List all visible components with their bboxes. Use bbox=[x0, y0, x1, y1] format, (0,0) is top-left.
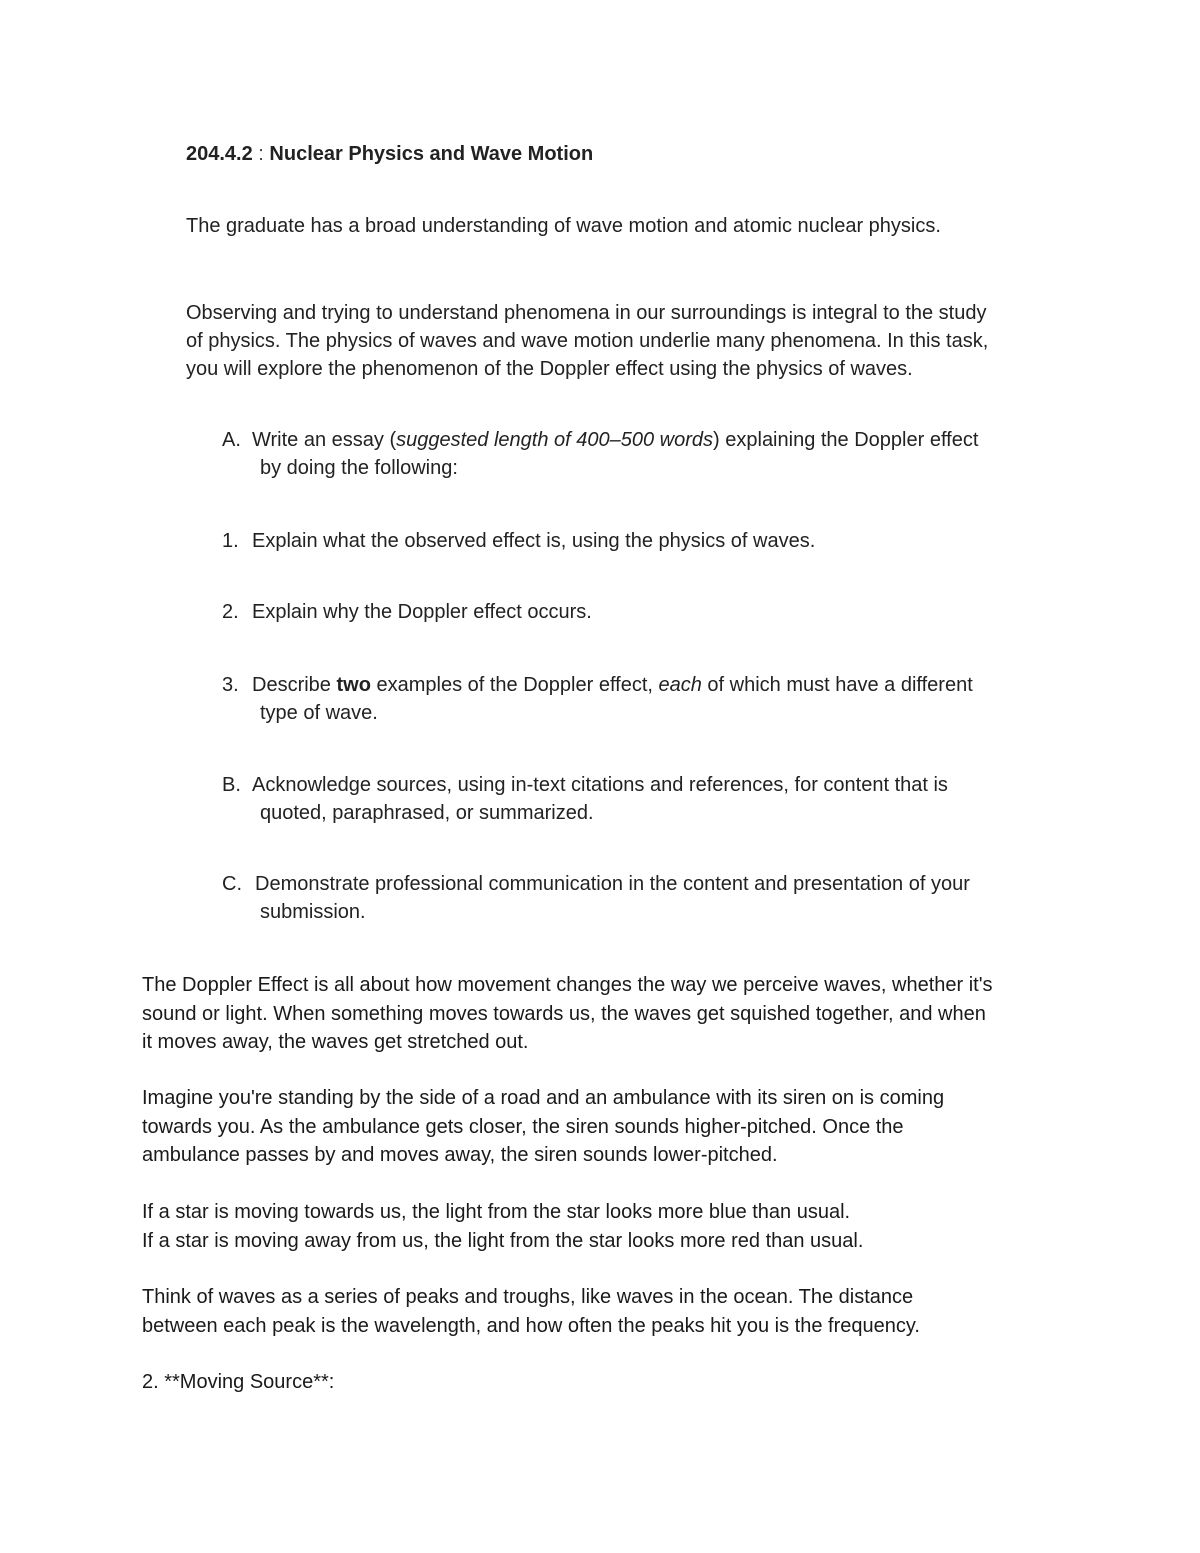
essay-line: 2. **Moving Source**: bbox=[142, 1371, 335, 1393]
requirement-body bbox=[252, 527, 815, 555]
essay-line: Imagine you're standing by the side of a road and an ambulance with its siren on is coming bbox=[142, 1087, 945, 1109]
requirement-line: Write an essay (suggested length of 400–500 words) explaining the Doppler effect bbox=[252, 429, 979, 451]
essay-paragraph-3 bbox=[142, 1198, 863, 1255]
requirement-body bbox=[255, 870, 970, 926]
task-title: Nuclear Physics and Wave Motion bbox=[269, 143, 594, 165]
essay-line: sound or light. When something moves towards us, the waves get squished together, and when bbox=[142, 1002, 986, 1025]
intro-line: Observing and trying to understand phenomena in our surroundings is integral to the study bbox=[186, 302, 987, 324]
competency-statement: The graduate has a broad understanding of wave motion and atomic nuclear physics. bbox=[186, 215, 941, 237]
requirement-line: Explain why the Doppler effect occurs. bbox=[252, 601, 592, 623]
requirement-line: by doing the following: bbox=[260, 457, 458, 479]
requirement-line: Explain what the observed effect is, using the physics of waves. bbox=[252, 530, 816, 552]
task-heading bbox=[186, 140, 593, 168]
requirement-body bbox=[252, 598, 592, 626]
intro-line: you will explore the phenomenon of the Doppler effect using the physics of waves. bbox=[186, 358, 913, 380]
essay-line: If a star is moving towards us, the light from the star looks more blue than usual. bbox=[142, 1201, 851, 1223]
requirement-marker: 3. bbox=[222, 674, 239, 696]
essay-line: towards you. As the ambulance gets closer, the siren sounds higher-pitched. Once the bbox=[142, 1115, 904, 1138]
requirement-line: quoted, paraphrased, or summarized. bbox=[260, 802, 594, 824]
essay-line: The Doppler Effect is all about how movement changes the way we perceive waves, whether it's bbox=[142, 974, 993, 996]
essay-paragraph-5 bbox=[142, 1368, 334, 1397]
emphasis-two: two bbox=[336, 674, 371, 696]
essay-line: between each peak is the wavelength, and how often the peaks hit you is the frequency. bbox=[142, 1314, 920, 1337]
heading-separator: : bbox=[258, 143, 264, 165]
requirement-marker: 2. bbox=[222, 601, 239, 623]
emphasis-each: each bbox=[658, 674, 702, 696]
essay-line: it moves away, the waves get stretched out. bbox=[142, 1031, 529, 1053]
requirement-body bbox=[252, 771, 948, 827]
essay-paragraph-4 bbox=[142, 1283, 920, 1340]
requirement-line: Acknowledge sources, using in-text citations and references, for content that is bbox=[252, 774, 948, 796]
essay-line: If a star is moving away from us, the light from the star looks more red than usual. bbox=[142, 1229, 864, 1252]
essay-paragraph-1 bbox=[142, 971, 993, 1057]
requirement-line: submission. bbox=[260, 901, 366, 923]
suggested-length-text: suggested length of 400–500 words bbox=[396, 429, 714, 451]
requirement-line: Describe two examples of the Doppler effect, each of which must have a different bbox=[252, 674, 973, 696]
requirement-line: type of wave. bbox=[260, 702, 378, 724]
requirement-line: Demonstrate professional communication in the content and presentation of your bbox=[255, 873, 970, 895]
intro-paragraph bbox=[186, 299, 988, 383]
requirement-marker: A. bbox=[222, 429, 241, 451]
intro-line: of physics. The physics of waves and wave motion underlie many phenomena. In this task, bbox=[186, 330, 989, 352]
requirement-marker: 1. bbox=[222, 530, 239, 552]
essay-line: ambulance passes by and moves away, the siren sounds lower-pitched. bbox=[142, 1144, 778, 1166]
requirement-marker: B. bbox=[222, 774, 241, 796]
essay-line: Think of waves as a series of peaks and troughs, like waves in the ocean. The distance bbox=[142, 1286, 914, 1308]
requirement-body bbox=[252, 671, 973, 727]
requirement-marker: C. bbox=[222, 873, 242, 895]
task-code: 204.4.2 bbox=[186, 143, 253, 165]
requirement-body bbox=[252, 426, 978, 482]
essay-paragraph-2 bbox=[142, 1084, 944, 1170]
